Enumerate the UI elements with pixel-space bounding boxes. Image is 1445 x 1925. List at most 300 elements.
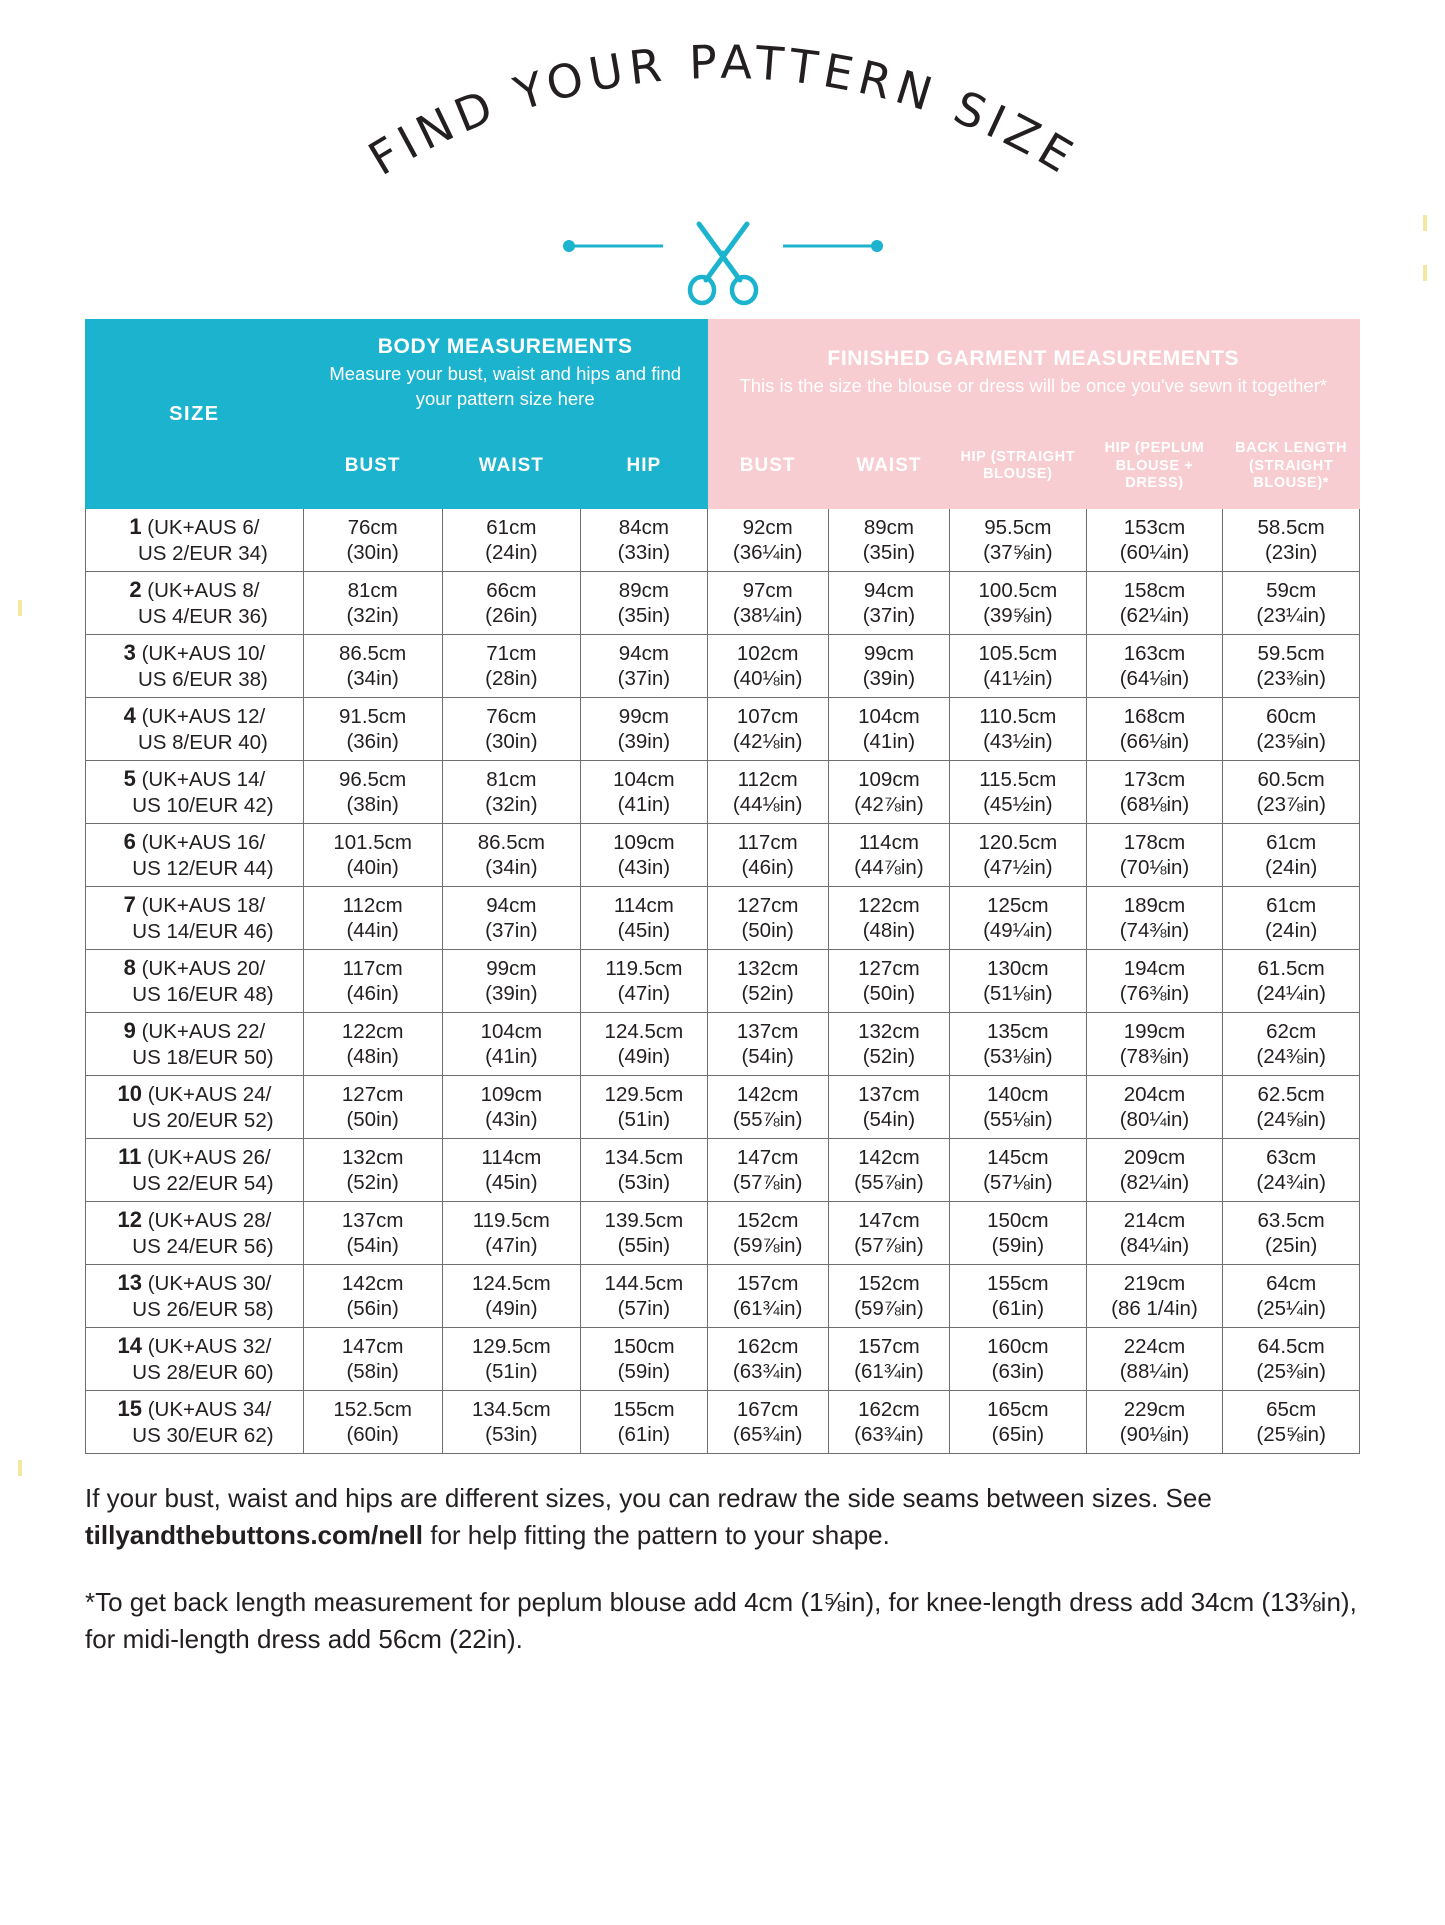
measurement-cm: 59cm bbox=[1266, 579, 1317, 603]
measurement-cm: 132cm bbox=[858, 1020, 920, 1044]
measurement-cm: 152.5cm bbox=[333, 1398, 412, 1422]
size-label-line1: (UK+AUS 28/ bbox=[147, 1209, 272, 1233]
measurement-cm: 63cm bbox=[1266, 1146, 1317, 1170]
size-number: 2 bbox=[129, 577, 142, 603]
measurement-cell bbox=[581, 887, 707, 950]
measurement-in: (45in) bbox=[617, 919, 671, 943]
size-label-line2: US 4/EUR 36) bbox=[137, 605, 268, 629]
measurement-in: (24⅝in) bbox=[1256, 1108, 1326, 1132]
size-label-line2: US 10/EUR 42) bbox=[132, 794, 274, 818]
measurement-cm: 147cm bbox=[858, 1209, 920, 1233]
table-row bbox=[86, 1139, 1360, 1202]
measurement-in: (44⅞in) bbox=[854, 856, 924, 880]
measurement-cell bbox=[1223, 635, 1360, 698]
measurement-cm: 110.5cm bbox=[979, 705, 1057, 729]
measurement-in: (49in) bbox=[617, 1045, 671, 1069]
measurement-in: (55⅞in) bbox=[854, 1171, 924, 1195]
measurement-cell bbox=[950, 1202, 1087, 1265]
measurement-cell bbox=[1086, 1202, 1223, 1265]
measurement-cell bbox=[303, 1391, 442, 1454]
measurement-cm: 62.5cm bbox=[1257, 1083, 1325, 1107]
measurement-in: (28in) bbox=[485, 667, 538, 691]
measurement-in: (51in) bbox=[617, 1108, 671, 1132]
measurement-cell bbox=[1223, 761, 1360, 824]
svg-text:FIND YOUR PATTERN SIZE bbox=[359, 35, 1086, 186]
measurement-in: (45in) bbox=[485, 1171, 538, 1195]
measurement-in: (48in) bbox=[346, 1045, 399, 1069]
size-cell bbox=[86, 635, 304, 698]
measurement-cell bbox=[442, 1202, 581, 1265]
measurement-cm: 95.5cm bbox=[984, 516, 1052, 540]
measurement-in: (25¼in) bbox=[1256, 1297, 1326, 1321]
measurement-cell bbox=[950, 1391, 1087, 1454]
measurement-cell bbox=[1086, 1265, 1223, 1328]
size-label-line1: (UK+AUS 6/ bbox=[147, 516, 260, 540]
measurement-cm: 134.5cm bbox=[472, 1398, 551, 1422]
measurement-cm: 76cm bbox=[347, 516, 398, 540]
measurement-cell bbox=[303, 1076, 442, 1139]
measurement-cm: 137cm bbox=[858, 1083, 920, 1107]
measurement-cell bbox=[707, 635, 828, 698]
measurement-cm: 58.5cm bbox=[1257, 516, 1325, 540]
table-row bbox=[86, 887, 1360, 950]
size-label-line1: (UK+AUS 22/ bbox=[141, 1020, 266, 1044]
measurement-cm: 94cm bbox=[863, 579, 914, 603]
measurement-cm: 124.5cm bbox=[604, 1020, 684, 1044]
measurement-cell bbox=[950, 761, 1087, 824]
measurement-cell bbox=[303, 950, 442, 1013]
measurement-cell bbox=[303, 761, 442, 824]
measurement-cm: 114cm bbox=[613, 894, 674, 918]
measurement-cell bbox=[707, 761, 828, 824]
measurement-in: (63¾in) bbox=[854, 1423, 924, 1447]
measurement-cm: 194cm bbox=[1123, 957, 1186, 981]
measurement-cm: 119.5cm bbox=[472, 1209, 550, 1233]
footnotes bbox=[85, 1480, 1360, 1658]
measurement-in: (39in) bbox=[485, 982, 538, 1006]
size-number: 5 bbox=[123, 766, 136, 792]
registration-mark bbox=[1423, 265, 1427, 281]
measurement-cm: 135cm bbox=[987, 1020, 1049, 1044]
measurement-cell bbox=[442, 1139, 581, 1202]
size-label-line1: (UK+AUS 20/ bbox=[141, 957, 266, 981]
measurement-in: (54in) bbox=[862, 1108, 916, 1132]
measurement-in: (24¼in) bbox=[1256, 982, 1326, 1006]
measurement-cell bbox=[1086, 950, 1223, 1013]
registration-mark bbox=[1423, 215, 1427, 231]
header-finished-hip-peplum-dress: HIP (PEPLUM BLOUSE + DRESS) bbox=[1086, 424, 1223, 509]
measurement-in: (90⅛in) bbox=[1119, 1423, 1190, 1447]
header-body-hip: HIP bbox=[581, 424, 707, 509]
measurement-cm: 66cm bbox=[486, 579, 537, 603]
measurement-cm: 104cm bbox=[613, 768, 675, 792]
table-row bbox=[86, 1202, 1360, 1265]
measurement-cell bbox=[950, 1328, 1087, 1391]
header-body-bust: BUST bbox=[303, 424, 442, 509]
measurement-cell bbox=[950, 698, 1087, 761]
measurement-cm: 92cm bbox=[742, 516, 793, 540]
size-label-line1: (UK+AUS 16/ bbox=[141, 831, 266, 855]
table-row bbox=[86, 1013, 1360, 1076]
measurement-cell bbox=[828, 1328, 949, 1391]
measurement-in: (37in) bbox=[617, 667, 671, 691]
size-number: 12 bbox=[117, 1207, 142, 1233]
measurement-in: (80¼in) bbox=[1119, 1108, 1190, 1132]
measurement-cell bbox=[581, 698, 707, 761]
measurement-cell bbox=[442, 1076, 581, 1139]
measurement-cm: 127cm bbox=[858, 957, 920, 981]
measurement-in: (63in) bbox=[991, 1360, 1045, 1384]
size-cell bbox=[86, 1391, 304, 1454]
measurement-in: (62¼in) bbox=[1119, 604, 1190, 628]
measurement-in: (82¼in) bbox=[1119, 1171, 1190, 1195]
measurement-in: (38in) bbox=[346, 793, 399, 817]
measurement-in: (60in) bbox=[346, 1423, 399, 1447]
measurement-in: (47½in) bbox=[983, 856, 1053, 880]
registration-mark bbox=[18, 600, 22, 616]
measurement-cm: 127cm bbox=[341, 1083, 404, 1107]
header-group-body-title: BODY MEASUREMENTS bbox=[377, 335, 633, 358]
measurement-in: (39in) bbox=[617, 730, 671, 754]
measurement-cell bbox=[707, 1391, 828, 1454]
size-label-line1: (UK+AUS 34/ bbox=[147, 1398, 272, 1422]
measurement-cm: 167cm bbox=[736, 1398, 799, 1422]
measurement-cm: 105.5cm bbox=[978, 642, 1058, 666]
measurement-cm: 153cm bbox=[1123, 516, 1186, 540]
measurement-cell bbox=[1223, 1328, 1360, 1391]
measurement-cell bbox=[442, 1265, 581, 1328]
measurement-cell bbox=[581, 761, 707, 824]
size-number: 9 bbox=[123, 1018, 136, 1044]
table-row bbox=[86, 1328, 1360, 1391]
measurement-in: (44in) bbox=[346, 919, 399, 943]
measurement-in: (59in) bbox=[617, 1360, 671, 1384]
measurement-cm: 101.5cm bbox=[333, 831, 412, 855]
measurement-in: (23¼in) bbox=[1256, 604, 1326, 628]
measurement-in: (45½in) bbox=[983, 793, 1053, 817]
measurement-cell bbox=[828, 824, 949, 887]
measurement-in: (53⅛in) bbox=[983, 1045, 1053, 1069]
measurement-cm: 214cm bbox=[1123, 1209, 1186, 1233]
header-finished-hip-straight-blouse: HIP (STRAIGHT BLOUSE) bbox=[950, 424, 1087, 509]
size-number: 1 bbox=[129, 514, 142, 540]
measurement-in: (50in) bbox=[346, 1108, 399, 1132]
measurement-cell bbox=[950, 1265, 1087, 1328]
header-finished-bust: BUST bbox=[707, 424, 828, 509]
measurement-in: (68⅛in) bbox=[1119, 793, 1190, 817]
measurement-cell bbox=[303, 1265, 442, 1328]
measurement-cm: 132cm bbox=[736, 957, 799, 981]
measurement-in: (78⅜in) bbox=[1119, 1045, 1190, 1069]
measurement-cell bbox=[581, 1013, 707, 1076]
measurement-in: (57in) bbox=[617, 1297, 671, 1321]
measurement-cell bbox=[581, 635, 707, 698]
measurement-in: (57⅞in) bbox=[732, 1171, 803, 1195]
header-group-finished-subtitle: This is the size the blouse or dress will be once you've sewn it together* bbox=[739, 375, 1328, 397]
measurement-in: (63¾in) bbox=[732, 1360, 803, 1384]
measurement-in: (54in) bbox=[741, 1045, 794, 1069]
measurement-in: (34in) bbox=[346, 667, 399, 691]
measurement-cm: 157cm bbox=[736, 1272, 799, 1296]
measurement-in: (41½in) bbox=[983, 667, 1053, 691]
size-cell bbox=[86, 698, 304, 761]
measurement-cm: 102cm bbox=[736, 642, 799, 666]
measurement-cm: 150cm bbox=[987, 1209, 1049, 1233]
measurement-cm: 178cm bbox=[1123, 831, 1186, 855]
measurement-cm: 117cm bbox=[342, 957, 403, 981]
measurement-in: (40in) bbox=[346, 856, 399, 880]
size-number: 10 bbox=[117, 1081, 142, 1107]
table-row bbox=[86, 572, 1360, 635]
size-number: 14 bbox=[117, 1333, 142, 1359]
measurement-cell bbox=[828, 509, 949, 572]
measurement-cell bbox=[828, 887, 949, 950]
measurement-in: (55⅛in) bbox=[983, 1108, 1053, 1132]
measurement-cm: 163cm bbox=[1123, 642, 1186, 666]
measurement-in: (24in) bbox=[1264, 856, 1318, 880]
measurement-cm: 160cm bbox=[987, 1335, 1049, 1359]
measurement-cell bbox=[303, 635, 442, 698]
measurement-cell bbox=[707, 1139, 828, 1202]
size-label-line2: US 2/EUR 34) bbox=[137, 542, 268, 566]
measurement-cell bbox=[303, 1328, 442, 1391]
size-cell bbox=[86, 1202, 304, 1265]
measurement-in: (74⅜in) bbox=[1119, 919, 1190, 943]
measurement-in: (51⅛in) bbox=[983, 982, 1053, 1006]
measurement-cell bbox=[828, 572, 949, 635]
measurement-cm: 109cm bbox=[480, 1083, 543, 1107]
measurement-cm: 139.5cm bbox=[604, 1209, 684, 1233]
measurement-cell bbox=[581, 1076, 707, 1139]
size-cell bbox=[86, 761, 304, 824]
measurement-cell bbox=[707, 887, 828, 950]
size-number: 8 bbox=[123, 955, 136, 981]
measurement-in: (36¼in) bbox=[732, 541, 803, 565]
size-number: 3 bbox=[123, 640, 136, 666]
size-cell bbox=[86, 1265, 304, 1328]
measurement-cm: 127cm bbox=[736, 894, 799, 918]
measurement-cm: 120.5cm bbox=[978, 831, 1058, 855]
measurement-cm: 119.5cm bbox=[605, 957, 683, 981]
measurement-in: (35in) bbox=[617, 604, 671, 628]
measurement-cell bbox=[1086, 761, 1223, 824]
measurement-in: (47in) bbox=[485, 1234, 538, 1258]
measurement-cell bbox=[581, 950, 707, 1013]
measurement-cm: 137cm bbox=[341, 1209, 404, 1233]
size-label-line1: (UK+AUS 10/ bbox=[141, 642, 266, 666]
measurement-cell bbox=[581, 572, 707, 635]
size-label-line1: (UK+AUS 24/ bbox=[147, 1083, 272, 1107]
measurement-cell bbox=[581, 1328, 707, 1391]
measurement-in: (25⅝in) bbox=[1256, 1423, 1326, 1447]
measurement-in: (64⅛in) bbox=[1119, 667, 1190, 691]
measurement-in: (61in) bbox=[617, 1423, 671, 1447]
size-label-line1: (UK+AUS 12/ bbox=[141, 705, 266, 729]
measurement-cell bbox=[1086, 1139, 1223, 1202]
size-cell bbox=[86, 1013, 304, 1076]
size-label-line1: (UK+AUS 14/ bbox=[141, 768, 266, 792]
measurement-cm: 129.5cm bbox=[472, 1335, 551, 1359]
measurement-cell bbox=[1086, 1328, 1223, 1391]
measurement-cm: 100.5cm bbox=[978, 579, 1058, 603]
measurement-cm: 142cm bbox=[858, 1146, 920, 1170]
measurement-cell bbox=[707, 1202, 828, 1265]
measurement-in: (76⅜in) bbox=[1119, 982, 1190, 1006]
measurement-cm: 91.5cm bbox=[339, 705, 407, 729]
page-title-area bbox=[85, 0, 1360, 215]
measurement-cell bbox=[828, 698, 949, 761]
measurement-cm: 65cm bbox=[1266, 1398, 1317, 1422]
measurement-cell bbox=[707, 509, 828, 572]
size-number: 6 bbox=[123, 829, 136, 855]
measurement-cell bbox=[707, 1328, 828, 1391]
table-row bbox=[86, 1391, 1360, 1454]
measurement-in: (52in) bbox=[862, 1045, 916, 1069]
measurement-cm: 209cm bbox=[1123, 1146, 1186, 1170]
measurement-cm: 157cm bbox=[858, 1335, 920, 1359]
measurement-cm: 104cm bbox=[858, 705, 920, 729]
table-row bbox=[86, 698, 1360, 761]
measurement-cm: 109cm bbox=[613, 831, 675, 855]
size-number: 7 bbox=[123, 892, 136, 918]
measurement-cm: 165cm bbox=[987, 1398, 1049, 1422]
header-group-body-subtitle: Measure your bust, waist and hips and find your pattern size here bbox=[329, 363, 682, 409]
measurement-cm: 122cm bbox=[858, 894, 920, 918]
measurement-cm: 61cm bbox=[486, 516, 537, 540]
measurement-cell bbox=[303, 1139, 442, 1202]
measurement-cm: 155cm bbox=[613, 1398, 675, 1422]
measurement-cm: 63.5cm bbox=[1257, 1209, 1325, 1233]
measurement-cm: 89cm bbox=[618, 579, 669, 603]
measurement-in: (88¼in) bbox=[1119, 1360, 1190, 1384]
size-label-line2: US 22/EUR 54) bbox=[132, 1172, 274, 1196]
measurement-in: (37in) bbox=[862, 604, 916, 628]
measurement-cm: 189cm bbox=[1123, 894, 1186, 918]
measurement-in: (33in) bbox=[617, 541, 671, 565]
measurement-cell bbox=[828, 1265, 949, 1328]
measurement-cm: 155cm bbox=[987, 1272, 1049, 1296]
header-group-finished-title: FINISHED GARMENT MEASUREMENTS bbox=[827, 347, 1240, 371]
measurement-cell bbox=[828, 1139, 949, 1202]
measurement-cm: 122cm bbox=[341, 1020, 404, 1044]
size-cell bbox=[86, 950, 304, 1013]
measurement-in: (55in) bbox=[617, 1234, 671, 1258]
measurement-cm: 140cm bbox=[987, 1083, 1049, 1107]
measurement-cell bbox=[707, 950, 828, 1013]
measurement-cm: 81cm bbox=[486, 768, 537, 792]
measurement-in: (84¼in) bbox=[1119, 1234, 1190, 1258]
measurement-in: (59in) bbox=[991, 1234, 1045, 1258]
measurement-cell bbox=[442, 698, 581, 761]
size-label-line2: US 16/EUR 48) bbox=[132, 983, 274, 1007]
measurement-cm: 144.5cm bbox=[604, 1272, 684, 1296]
table-row bbox=[86, 1265, 1360, 1328]
measurement-cm: 199cm bbox=[1123, 1020, 1186, 1044]
measurement-in: (57⅛in) bbox=[983, 1171, 1053, 1195]
measurement-cell bbox=[1086, 509, 1223, 572]
measurement-in: (70⅛in) bbox=[1119, 856, 1190, 880]
measurement-in: (47in) bbox=[617, 982, 671, 1006]
measurement-cm: 84cm bbox=[618, 516, 669, 540]
measurement-cm: 132cm bbox=[341, 1146, 404, 1170]
table-row bbox=[86, 1076, 1360, 1139]
measurement-cm: 61cm bbox=[1266, 894, 1317, 918]
measurement-cm: 147cm bbox=[341, 1335, 404, 1359]
measurement-cm: 142cm bbox=[341, 1272, 404, 1296]
measurement-cm: 124.5cm bbox=[472, 1272, 551, 1296]
size-label-line1: (UK+AUS 30/ bbox=[147, 1272, 272, 1296]
measurement-cm: 114cm bbox=[481, 1146, 542, 1170]
measurement-cm: 62cm bbox=[1266, 1020, 1317, 1044]
measurement-cm: 64.5cm bbox=[1257, 1335, 1325, 1359]
measurement-cell bbox=[442, 887, 581, 950]
header-group-finished bbox=[707, 320, 1359, 424]
header-size: SIZE bbox=[86, 320, 304, 509]
measurement-cell bbox=[1086, 1076, 1223, 1139]
size-number: 4 bbox=[123, 703, 136, 729]
measurement-cm: 107cm bbox=[736, 705, 799, 729]
measurement-in: (24¾in) bbox=[1256, 1171, 1326, 1195]
page-title-text: FIND YOUR PATTERN SIZE bbox=[358, 34, 1087, 186]
measurement-cell bbox=[707, 698, 828, 761]
measurement-cm: 173cm bbox=[1123, 768, 1186, 792]
size-label-line2: US 26/EUR 58) bbox=[132, 1298, 274, 1322]
note-website-link[interactable]: tillyandthebuttons.com/nell bbox=[85, 1519, 424, 1550]
measurement-cell bbox=[1223, 824, 1360, 887]
size-label-line2: US 20/EUR 52) bbox=[132, 1109, 274, 1133]
measurement-in: (52in) bbox=[346, 1171, 399, 1195]
measurement-cell bbox=[1223, 509, 1360, 572]
measurement-cell bbox=[707, 1013, 828, 1076]
measurement-cell bbox=[442, 509, 581, 572]
measurement-in: (30in) bbox=[346, 541, 399, 565]
header-body-waist: WAIST bbox=[442, 424, 581, 509]
measurement-cell bbox=[1086, 698, 1223, 761]
size-label-line2: US 8/EUR 40) bbox=[137, 731, 268, 755]
scissors-icon bbox=[513, 218, 933, 308]
measurement-cm: 142cm bbox=[736, 1083, 799, 1107]
measurement-cm: 158cm bbox=[1123, 579, 1186, 603]
measurement-in: (43in) bbox=[485, 1108, 538, 1132]
measurement-cell bbox=[950, 572, 1087, 635]
measurement-in: (50in) bbox=[862, 982, 916, 1006]
measurement-cell bbox=[442, 950, 581, 1013]
measurement-cell bbox=[828, 1391, 949, 1454]
measurement-in: (59⅞in) bbox=[854, 1297, 924, 1321]
measurement-cm: 115.5cm bbox=[979, 768, 1057, 792]
measurement-cm: 96.5cm bbox=[339, 768, 407, 792]
measurement-cell bbox=[707, 1265, 828, 1328]
measurement-in: (48in) bbox=[862, 919, 916, 943]
measurement-in: (65¾in) bbox=[732, 1423, 803, 1447]
measurement-cell bbox=[950, 1076, 1087, 1139]
measurement-cell bbox=[1223, 1139, 1360, 1202]
size-cell bbox=[86, 824, 304, 887]
measurement-in: (50in) bbox=[741, 919, 794, 943]
measurement-cm: 152cm bbox=[736, 1209, 799, 1233]
measurement-cm: 61.5cm bbox=[1257, 957, 1325, 981]
measurement-cm: 145cm bbox=[987, 1146, 1049, 1170]
measurement-in: (23⅞in) bbox=[1256, 793, 1326, 817]
size-label-line2: US 18/EUR 50) bbox=[132, 1046, 274, 1070]
measurement-cm: 150cm bbox=[613, 1335, 675, 1359]
measurement-cm: 86.5cm bbox=[477, 831, 545, 855]
measurement-cm: 104cm bbox=[480, 1020, 543, 1044]
measurement-cm: 99cm bbox=[618, 705, 669, 729]
measurement-cell bbox=[950, 824, 1087, 887]
measurement-cm: 204cm bbox=[1123, 1083, 1186, 1107]
measurement-in: (56in) bbox=[346, 1297, 399, 1321]
